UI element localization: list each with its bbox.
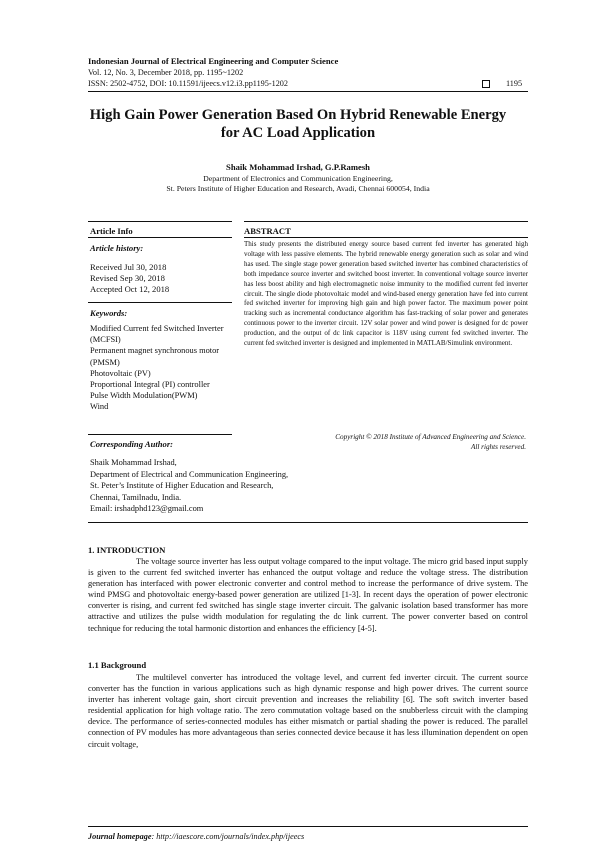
revised-date: Revised Sep 30, 2018 — [90, 273, 165, 283]
affiliation-line-1: Department of Electronics and Communication Engineering, — [203, 174, 393, 183]
copyright-line-2: All rights reserved. — [470, 442, 526, 451]
keyword-item: Modified Current fed Switched Inverter (MCFSI) — [90, 324, 224, 345]
corresponding-top-rule — [88, 434, 232, 435]
header-divider — [88, 91, 528, 92]
keywords-rule — [88, 302, 232, 303]
corresponding-name: Shaik Mohammad Irshad, — [90, 458, 177, 467]
keywords-list — [90, 323, 238, 413]
affiliation-line-2: St. Peters Institute of Higher Education and Research, Avadi, Chennai 600054, India — [166, 184, 430, 193]
copyright-line-1: Copyright © 2018 Institute of Advanced Engineering and Science. — [335, 433, 526, 441]
article-info-heading: Article Info — [90, 226, 133, 236]
corresponding-heading: Corresponding Author: — [90, 439, 174, 449]
article-info-head-rule — [88, 237, 232, 238]
received-date: Received Jul 30, 2018 — [90, 262, 167, 272]
authors: Shaik Mohammad Irshad, G.P.Ramesh — [226, 162, 370, 172]
square-box-icon — [482, 80, 490, 88]
introduction-heading: 1. INTRODUCTION — [88, 545, 166, 555]
footer-label: Journal homepage — [88, 832, 152, 841]
corresponding-inst: St. Peter’s Institute of Higher Education and Research, — [90, 481, 274, 491]
corresponding-city: Chennai, Tamilnadu, India. — [90, 492, 182, 502]
volume-line: Vol. 12, No. 3, December 2018, pp. 1195~1202 — [88, 68, 244, 77]
front-matter-bottom-rule — [88, 522, 528, 523]
background-heading: 1.1 Background — [88, 660, 147, 670]
keyword-item: Permanent magnet synchronous motor (PMSM) — [90, 346, 220, 367]
journal-title: Indonesian Journal of Electrical Engineering and Computer Science — [88, 56, 339, 66]
abstract-head-rule — [244, 237, 528, 238]
footer-divider — [88, 826, 528, 827]
copyright-notice — [244, 433, 526, 453]
footer — [88, 832, 304, 841]
corresponding-email: Email: irshadphd123@gmail.com — [90, 504, 204, 514]
corresponding-dept: Department of Electrical and Communication Engineering, — [90, 469, 289, 479]
background-paragraph: The multilevel converter has introduced the voltage level, and current fed inverter circuit. The current source converter has the function in various applications such as high dynamic response and high power drives. The current source inverter has inherent voltage gain, short circuit prevention and increases the reliability [6]. The soft switch inverter based residential application for high voltage ratio. The zero commutation voltage based on the snubberless circuit with the clamping device. The performance of series-connected modules has either mismatch or partial shading the power is reduced. The parallel connection of PV modules has more advantageous than series connected device because it has less illumination dependent on open circuit voltage, — [88, 673, 528, 749]
keywords-heading: Keywords: — [90, 308, 128, 318]
article-info-top-rule — [88, 221, 232, 222]
corresponding-details — [90, 457, 390, 515]
keyword-item: Photovoltaic (PV) — [90, 368, 151, 378]
keyword-item: Wind — [90, 402, 109, 412]
paper-title: High Gain Power Generation Based On Hybrid Renewable Energy for AC Load Application — [89, 107, 507, 141]
keyword-item: Proportional Integral (PI) controller — [90, 380, 210, 390]
issn-line: ISSN: 2502-4752, DOI: 10.11591/ijeecs.v12.i3.pp1195-1202 — [88, 79, 288, 88]
keyword-item: Pulse Width Modulation(PWM) — [90, 391, 198, 401]
article-history-heading: Article history: — [90, 243, 144, 253]
footer-url[interactable]: : http://iaescore.com/journals/index.php/ijeecs — [151, 832, 305, 841]
abstract-top-rule — [244, 221, 528, 222]
introduction-paragraph: The voltage source inverter has less output voltage compared to the input voltage. The micro grid based input supply is given to the current fed switched inverter has enhanced the output voltage and reduce the voltage stress. The distribution generation has interfaced with power electronic converter and control method to increase the performance of drive system. The wind PMSG and photovoltaic energy-based power generation are utilized [1-3]. In recent days the operation of power electronic converter is rising, and current fed switched has single stage inverter circuit. The galvanic isolation based transformer has more attractive and utilizes the pulse width modulation for regulating the dc link current. The power converter based on control technique for reducing the total harmonic distortion and enhances the efficiency [4-5]. — [88, 557, 528, 633]
accepted-date: Accepted Oct 12, 2018 — [90, 284, 170, 294]
abstract-body: This study presents the distributed energy source based current fed inverter has generated high voltage with less passive elements. The hybrid renewable energy generation such as solar and wind has used. The single stage power generation based switched inverter has combined characteristics of both impedance source inverter and switched boost inverter. In conventional voltage source inverter has less boost ability and high electromagnetic noise immunity to the modified current fed inverter circuit. The single diode photovoltaic model and wind-based energy generation have fed into current fed switched inverter for improving high gain and high power factor. The maximum power point tracking such as incremental conductance algorithm has fast-tracking of solar power and generates continuous power to the inverter circuit. 12V solar power and wind power is designed for dc power production, and the output of dc link capacitor is 118V using current fed switched inverter. The current fed switched inverter is designed and implemented in MATLAB/Simulink environment. — [244, 240, 528, 348]
abstract-heading: ABSTRACT — [244, 226, 291, 236]
page-number: 1195 — [506, 79, 523, 88]
